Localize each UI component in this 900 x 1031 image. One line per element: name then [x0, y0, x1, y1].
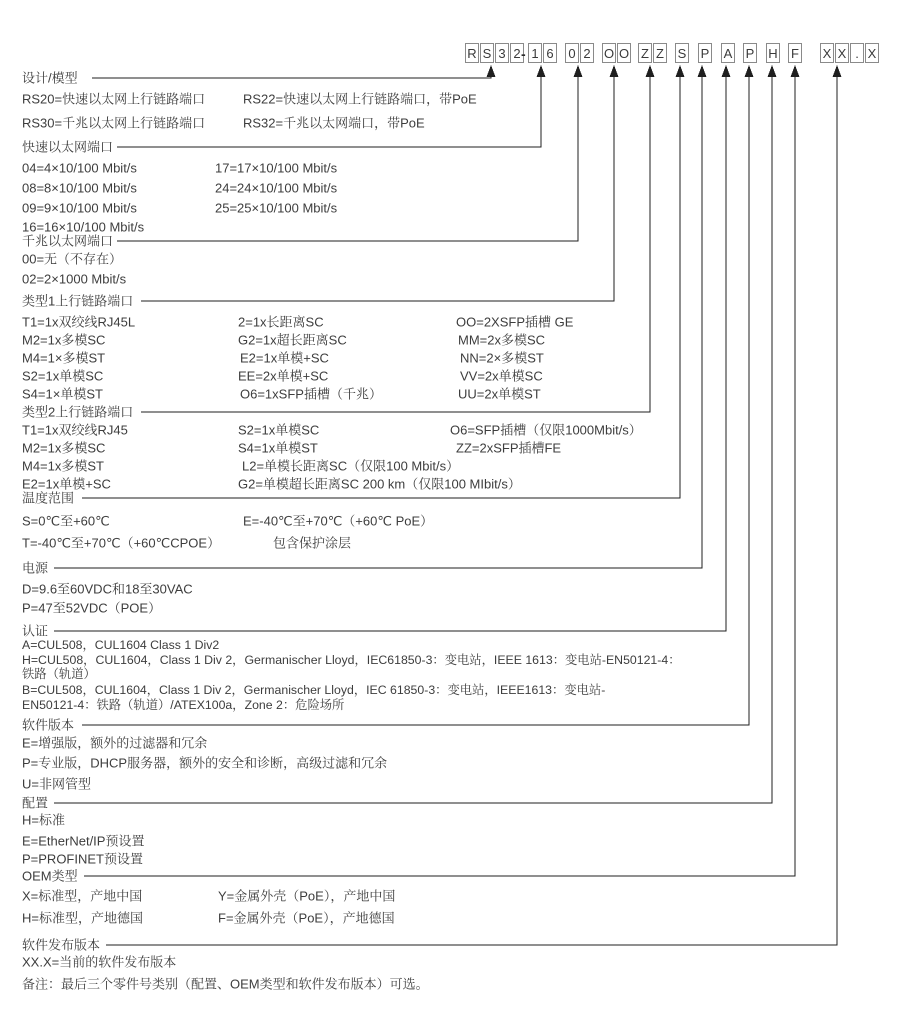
part-number-group [565, 43, 594, 63]
option-text: M2=1x多模SC [22, 332, 106, 348]
option-text: F=金属外壳（PoE），产地德国 [218, 910, 395, 926]
section-label: 电源 [22, 560, 49, 576]
arrow-up-icon [537, 65, 546, 77]
option-text: RS32=千兆以太网端口，带PoE [243, 115, 425, 131]
option-text: T1=1x双绞线RJ45 [22, 422, 128, 438]
part-number-cell: 1 [528, 43, 542, 63]
option-text: E2=1x单模+SC [22, 476, 111, 492]
option-text: B=CUL508，CUL1604，Class 1 Div 2，Germanischer Lloyd，IEC 61850-3：变电站，IEEE1613：变电站- [22, 682, 606, 697]
option-text: S=0℃至+60℃ [22, 513, 110, 529]
part-number-cell: 0 [565, 43, 579, 63]
part-number-cell: S [480, 43, 494, 63]
part-number-cell: P [743, 43, 757, 63]
section-label: 温度范围 [22, 490, 75, 506]
option-text: RS20=快速以太网上行链路端口 [22, 91, 206, 107]
option-text: D=9.6至60VDC和18至30VAC [22, 581, 193, 597]
option-text: E2=1x单模+SC [240, 350, 329, 366]
option-text: S4=1×单模ST [22, 386, 103, 402]
part-number-group [766, 43, 780, 63]
option-text: RS22=快速以太网上行链路端口，带PoE [243, 91, 477, 107]
part-number-cell: O [602, 43, 616, 63]
option-text: 2=1x长距离SC [238, 314, 324, 330]
part-number-cell: F [788, 43, 802, 63]
option-text: 02=2×1000 Mbit/s [22, 271, 127, 287]
part-number-cell: Z [638, 43, 652, 63]
option-text: VV=2x单模SC [460, 368, 543, 384]
connector-line [92, 76, 491, 78]
option-text: S2=1x单模SC [22, 368, 104, 384]
part-number-cell: 6 [543, 43, 557, 63]
arrow-up-icon [487, 65, 496, 77]
arrow-up-icon [574, 65, 583, 77]
part-number-group [721, 43, 735, 63]
option-text: U=非网管型 [22, 776, 91, 792]
section-label: 配置 [22, 795, 49, 811]
arrow-up-icon [646, 65, 655, 77]
option-text: P=专业版，DHCP服务器，额外的安全和诊断，高级过滤和冗余 [22, 755, 388, 771]
section-label: 认证 [22, 623, 49, 639]
part-number-cell: X [820, 43, 834, 63]
part-number-cell: R [465, 43, 479, 63]
option-text: S2=1x单模SC [238, 422, 320, 438]
arrow-up-icon [676, 65, 685, 77]
arrow-up-icon [722, 65, 731, 77]
option-text: O6=SFP插槽（仅限1000Mbit/s） [450, 422, 642, 438]
option-text: RS30=千兆以太网上行链路端口 [22, 115, 206, 131]
option-text: M2=1x多模SC [22, 440, 106, 456]
option-text: P=47至52VDC（POE） [22, 600, 162, 616]
section-label: 软件版本 [22, 717, 75, 733]
option-text: EN50121-4：铁路（轨道）/ATEX100a，Zone 2：危险场所 [22, 697, 345, 712]
option-text: H=CUL508，CUL1604，Class 1 Div 2，Germanischer Lloyd，IEC61850-3：变电站，IEEE 1613：变电站-EN50121-4： [22, 652, 681, 667]
part-number-cell: H [766, 43, 780, 63]
part-number-cell: 3 [495, 43, 509, 63]
part-number-group [820, 43, 879, 63]
option-text: X=标准型，产地中国 [22, 888, 143, 904]
option-text: S4=1x单模ST [238, 440, 318, 456]
option-text: A=CUL508，CUL1604 Class 1 Div2 [22, 637, 220, 652]
arrow-up-icon [610, 65, 619, 77]
option-text: 09=9×10/100 Mbit/s [22, 200, 137, 216]
part-number-group [675, 43, 689, 63]
option-text: E=增强版，额外的过滤器和冗余 [22, 735, 208, 751]
connector-line [141, 76, 614, 301]
option-text: M4=1x多模ST [22, 458, 104, 474]
section-label: 类型2上行链路端口 [22, 404, 134, 420]
option-text: 16=16×10/100 Mbit/s [22, 219, 145, 235]
part-number-cell: P [698, 43, 712, 63]
part-number-group [602, 43, 631, 63]
part-number-group [743, 43, 757, 63]
option-text: 25=25×10/100 Mbit/s [215, 200, 338, 216]
connector-line [82, 76, 749, 725]
option-text: Y=金属外壳（PoE），产地中国 [218, 888, 396, 904]
option-text: UU=2x单模ST [458, 386, 541, 402]
option-text: T1=1x双绞线RJ45L [22, 314, 136, 330]
part-number-cell: X [835, 43, 849, 63]
part-number-cell: Z [653, 43, 667, 63]
option-text: OO=2XSFP插槽 GE [456, 314, 574, 330]
part-number-group [638, 43, 667, 63]
option-text: T=-40℃至+70℃（+60℃CPOE） [22, 535, 221, 551]
part-number-group [788, 43, 802, 63]
arrow-up-icon [745, 65, 754, 77]
section-label: 千兆以太网端口 [22, 233, 114, 249]
option-text: 04=4×10/100 Mbit/s [22, 160, 137, 176]
option-text: G2=1x超长距离SC [238, 332, 347, 348]
option-text: M4=1×多模ST [22, 350, 106, 366]
option-text: O6=1xSFP插槽（千兆） [240, 386, 382, 402]
part-number-group [465, 43, 524, 63]
part-number-cell: O [617, 43, 631, 63]
option-text: H=标准 [22, 812, 65, 828]
option-text: ZZ=2xSFP插槽FE [456, 440, 562, 456]
option-text: 24=24×10/100 Mbit/s [215, 180, 338, 196]
option-text: E=-40℃至+70℃（+60℃ PoE） [243, 513, 434, 529]
option-text: MM=2x多模SC [458, 332, 546, 348]
arrow-up-icon [768, 65, 777, 77]
connector-line [117, 76, 541, 147]
option-text: L2=单模长距离SC（仅限100 Mbit/s） [242, 458, 460, 474]
part-number-group [528, 43, 557, 63]
part-number-cell: . [850, 43, 864, 63]
option-text: NN=2×多模ST [460, 350, 544, 366]
part-number-cell: X [865, 43, 879, 63]
option-text: 包含保护涂层 [273, 535, 352, 551]
section-label: 软件发布版本 [22, 937, 101, 953]
section-label: 快速以太网端口 [22, 139, 114, 155]
part-number-cell: 2 [510, 43, 524, 63]
section-label: 类型1上行链路端口 [22, 293, 134, 309]
option-text: XX.X=当前的软件发布版本 [22, 954, 177, 970]
part-number-group [698, 43, 712, 63]
option-text: H=标准型，产地德国 [22, 910, 143, 926]
part-number-cell: 2 [580, 43, 594, 63]
option-text: 铁路（轨道） [22, 666, 96, 681]
arrow-up-icon [833, 65, 842, 77]
part-number-cell: A [721, 43, 735, 63]
option-text: G2=单模超长距离SC 200 km（仅限100 MIbit/s） [238, 476, 521, 492]
option-text: P=PROFINET预设置 [22, 851, 143, 867]
option-text: 08=8×10/100 Mbit/s [22, 180, 137, 196]
option-text: 00=无（不存在） [22, 251, 123, 267]
part-number-cell: S [675, 43, 689, 63]
section-label: OEM类型 [22, 868, 78, 884]
option-text: EE=2x单模+SC [238, 368, 329, 384]
option-text: E=EtherNet/IP预设置 [22, 833, 145, 849]
connector-line [54, 76, 702, 568]
option-text: 17=17×10/100 Mbit/s [215, 160, 338, 176]
arrow-up-icon [698, 65, 707, 77]
part-number-separator: - [521, 46, 526, 62]
section-label: 设计/模型 [22, 70, 78, 86]
note-text: 备注：最后三个零件号类别（配置、OEM类型和软件发布版本）可选。 [22, 976, 429, 992]
arrow-up-icon [791, 65, 800, 77]
